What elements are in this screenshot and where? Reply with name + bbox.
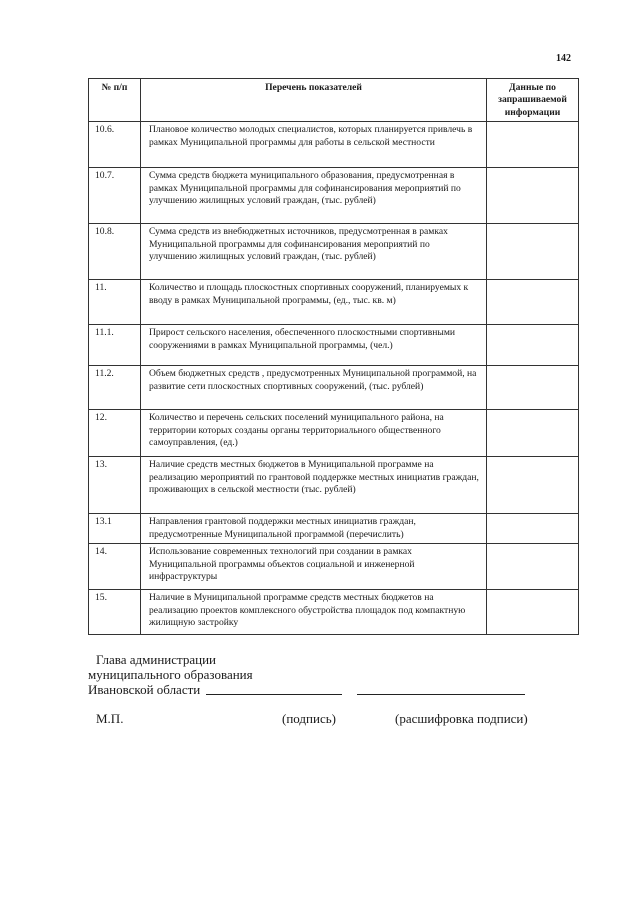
row-value: [487, 514, 579, 544]
row-number: 11.2.: [89, 366, 141, 410]
row-number: 15.: [89, 590, 141, 635]
row-value: [487, 544, 579, 590]
table-row: [89, 325, 579, 366]
stamp-label: М.П.: [96, 711, 124, 726]
row-indicator: Количество и площадь плоскостных спортивных сооружений, планируемых к вводу в рамках Муниципальной программы, (ед., тыс. кв. м): [141, 280, 487, 325]
row-value: [487, 366, 579, 410]
signature-title-line1: Глава администрации: [96, 652, 217, 667]
row-number: 10.7.: [89, 168, 141, 224]
table-row: [89, 590, 579, 635]
signature-decode-line: [357, 694, 525, 695]
header-indicators: Перечень показателей: [141, 79, 487, 122]
table-row: [89, 168, 579, 224]
row-number: 12.: [89, 410, 141, 457]
row-value: [487, 224, 579, 280]
signature-line: [206, 694, 342, 695]
table-row: [89, 410, 579, 457]
header-number: № п/п: [89, 79, 141, 122]
row-number: 14.: [89, 544, 141, 590]
indicators-table: [88, 78, 579, 635]
signature-title-line3: Ивановской области: [88, 682, 201, 697]
signature-title-line2: муниципального образования: [88, 667, 253, 682]
row-number: 10.6.: [89, 122, 141, 168]
row-indicator: Наличие в Муниципальной программе средств местных бюджетов на реализацию проектов комплексного обустройства площадок под компактную жилищную застройку: [141, 590, 487, 635]
table-row: [89, 544, 579, 590]
row-value: [487, 280, 579, 325]
row-indicator: Прирост сельского населения, обеспеченного плоскостными спортивными сооружениями в рамках Муниципальной программы, (чел.): [141, 325, 487, 366]
row-indicator: Сумма средств из внебюджетных источников, предусмотренная в рамках Муниципальной программы для софинансирования мероприятий по улучшению жилищных условий граждан, (тыс. рублей): [141, 224, 487, 280]
row-indicator: Плановое количество молодых специалистов, которых планируется привлечь в рамках Муниципальной программы для работы в сельской местности: [141, 122, 487, 168]
table-row: [89, 122, 579, 168]
table-row: [89, 457, 579, 514]
row-indicator: Использование современных технологий при создании в рамках Муниципальной программы объектов социальной и инженерной инфраструктуры: [141, 544, 487, 590]
row-indicator: Сумма средств бюджета муниципального образования, предусмотренная в рамках Муниципальной программы для софинансирования мероприятий по улучшению жилищных условий граждан, (тыс. рублей): [141, 168, 487, 224]
row-number: 11.1.: [89, 325, 141, 366]
row-value: [487, 457, 579, 514]
row-value: [487, 590, 579, 635]
row-value: [487, 325, 579, 366]
decode-label: (расшифровка подписи): [395, 711, 528, 726]
table-row: [89, 366, 579, 410]
row-number: 13.: [89, 457, 141, 514]
row-number: 11.: [89, 280, 141, 325]
row-value: [487, 410, 579, 457]
row-indicator: Наличие средств местных бюджетов в Муниципальной программе на реализацию мероприятий по грантовой поддержке местных инициатив граждан, проживающих в сельской местности (тыс. рублей): [141, 457, 487, 514]
sign-label: (подпись): [282, 711, 336, 726]
row-indicator: Направления грантовой поддержки местных инициатив граждан, предусмотренные Муниципальной программой (перечислить): [141, 514, 487, 544]
header-data: Данные по запрашиваемой информации: [487, 79, 579, 122]
row-number: 13.1: [89, 514, 141, 544]
row-number: 10.8.: [89, 224, 141, 280]
page-number: 142: [556, 53, 571, 64]
row-value: [487, 168, 579, 224]
table-row: [89, 224, 579, 280]
row-indicator: Количество и перечень сельских поселений муниципального района, на территории которых созданы органы территориального общественного самоуправления, (ед.): [141, 410, 487, 457]
row-indicator: Объем бюджетных средств , предусмотренных Муниципальной программой, на развитие сети плоскостных спортивных сооружений, (тыс. рублей): [141, 366, 487, 410]
table-row: [89, 280, 579, 325]
row-value: [487, 122, 579, 168]
table-row: [89, 514, 579, 544]
